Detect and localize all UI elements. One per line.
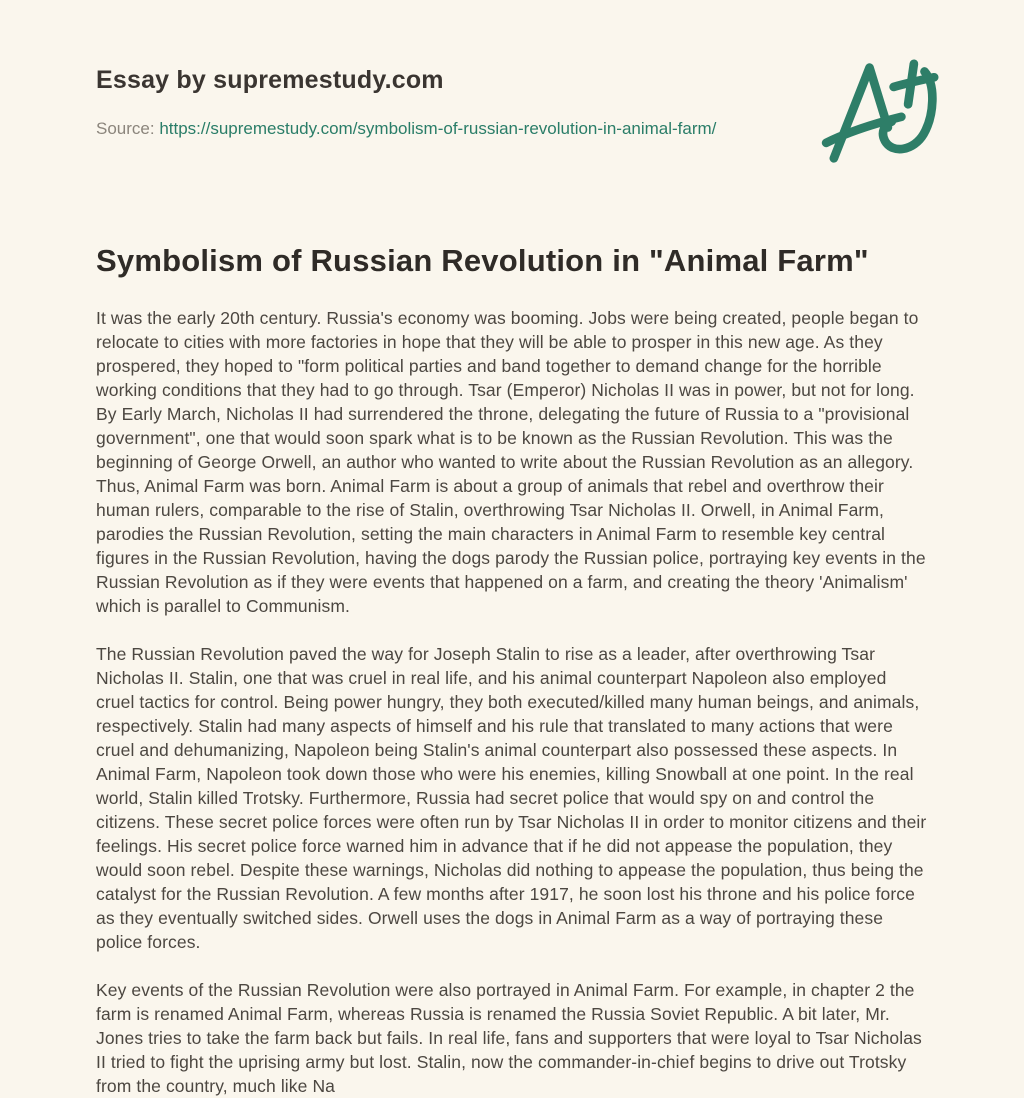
source-label: Source: bbox=[96, 119, 155, 138]
source-line bbox=[96, 119, 928, 139]
essay-byline: Essay by supremestudy.com bbox=[96, 66, 444, 94]
article-paragraph-2: The Russian Revolution paved the way for Joseph Stalin to rise as a leader, after overthrowing Tsar Nicholas II. Stalin, one that was cruel in real life, and his animal counterpart Napoleon also employed cruel tactics for control. Being power hungry, they both executed/killed many human beings, and animals, respectively. Stalin had many aspects of himself and his rule that translated to many actions that were cruel and dehumanizing, Napoleon being Stalin's animal counterpart also possessed these aspects. In Animal Farm, Napoleon took down those who were his enemies, killing Snowball at one point. In the real world, Stalin killed Trotsky. Furthermore, Russia had secret police that would spy on and control the citizens. These secret police forces were often run by Tsar Nicholas II in order to monitor citizens and their feelings. His secret police force warned him in advance that if he did not appease the population, they would soon rebel. Despite these warnings, Nicholas did nothing to appease the population, thus being the catalyst for the Russian Revolution. A few months after 1917, he soon lost his throne and his police force as they eventually switched sides. Orwell uses the dogs in Animal Farm as a way of portraying these police forces. bbox=[96, 643, 927, 952]
source-url-link[interactable]: https://supremestudy.com/symbolism-of-russian-revolution-in-animal-farm/ bbox=[159, 119, 717, 138]
a-plus-logo-icon bbox=[820, 58, 948, 166]
article-paragraph-3: Key events of the Russian Revolution were also portrayed in Animal Farm. For example, in chapter 2 the farm is renamed Animal Farm, whereas Russia is renamed the Russia Soviet Republic. A bit later, Mr. Jones tries to take the farm back but fails. In real life, fans and supporters that were loyal to Tsar Nicholas II tried to fight the uprising army but lost. Stalin, now the commander-in-chief begins to drive out Trotsky from the country, much like Na bbox=[96, 979, 922, 1096]
article-body bbox=[96, 306, 928, 1098]
page-header bbox=[96, 66, 928, 139]
article-paragraph-1: It was the early 20th century. Russia's economy was booming. Jobs were being created, people began to relocate to cities with more factories in hope that they will be able to prosper in this new age. As they prospered, they hoped to "form political parties and band together to demand change for the horrible working conditions that they had to go through. Tsar (Emperor) Nicholas II was in power, but not for long. By Early March, Nicholas II had surrendered the throne, delegating the future of Russia to a "provisional government", one that would soon spark what is to be known as the Russian Revolution. This was the beginning of George Orwell, an author who wanted to write about the Russian Revolution as an allegory. Thus, Animal Farm was born. Animal Farm is about a group of animals that rebel and overthrow their human rulers, comparable to the rise of Stalin, overthrowing Tsar Nicholas II. Orwell, in Animal Farm, parodies the Russian Revolution, setting the main characters in Animal Farm to resemble key central figures in the Russian Revolution, having the dogs parody the Russian police, portraying key events in the Russian Revolution as if they were events that happened on a farm, and creating the theory 'Animalism' which is parallel to Communism. bbox=[96, 307, 926, 616]
article-title: Symbolism of Russian Revolution in "Animal Farm" bbox=[96, 243, 869, 278]
